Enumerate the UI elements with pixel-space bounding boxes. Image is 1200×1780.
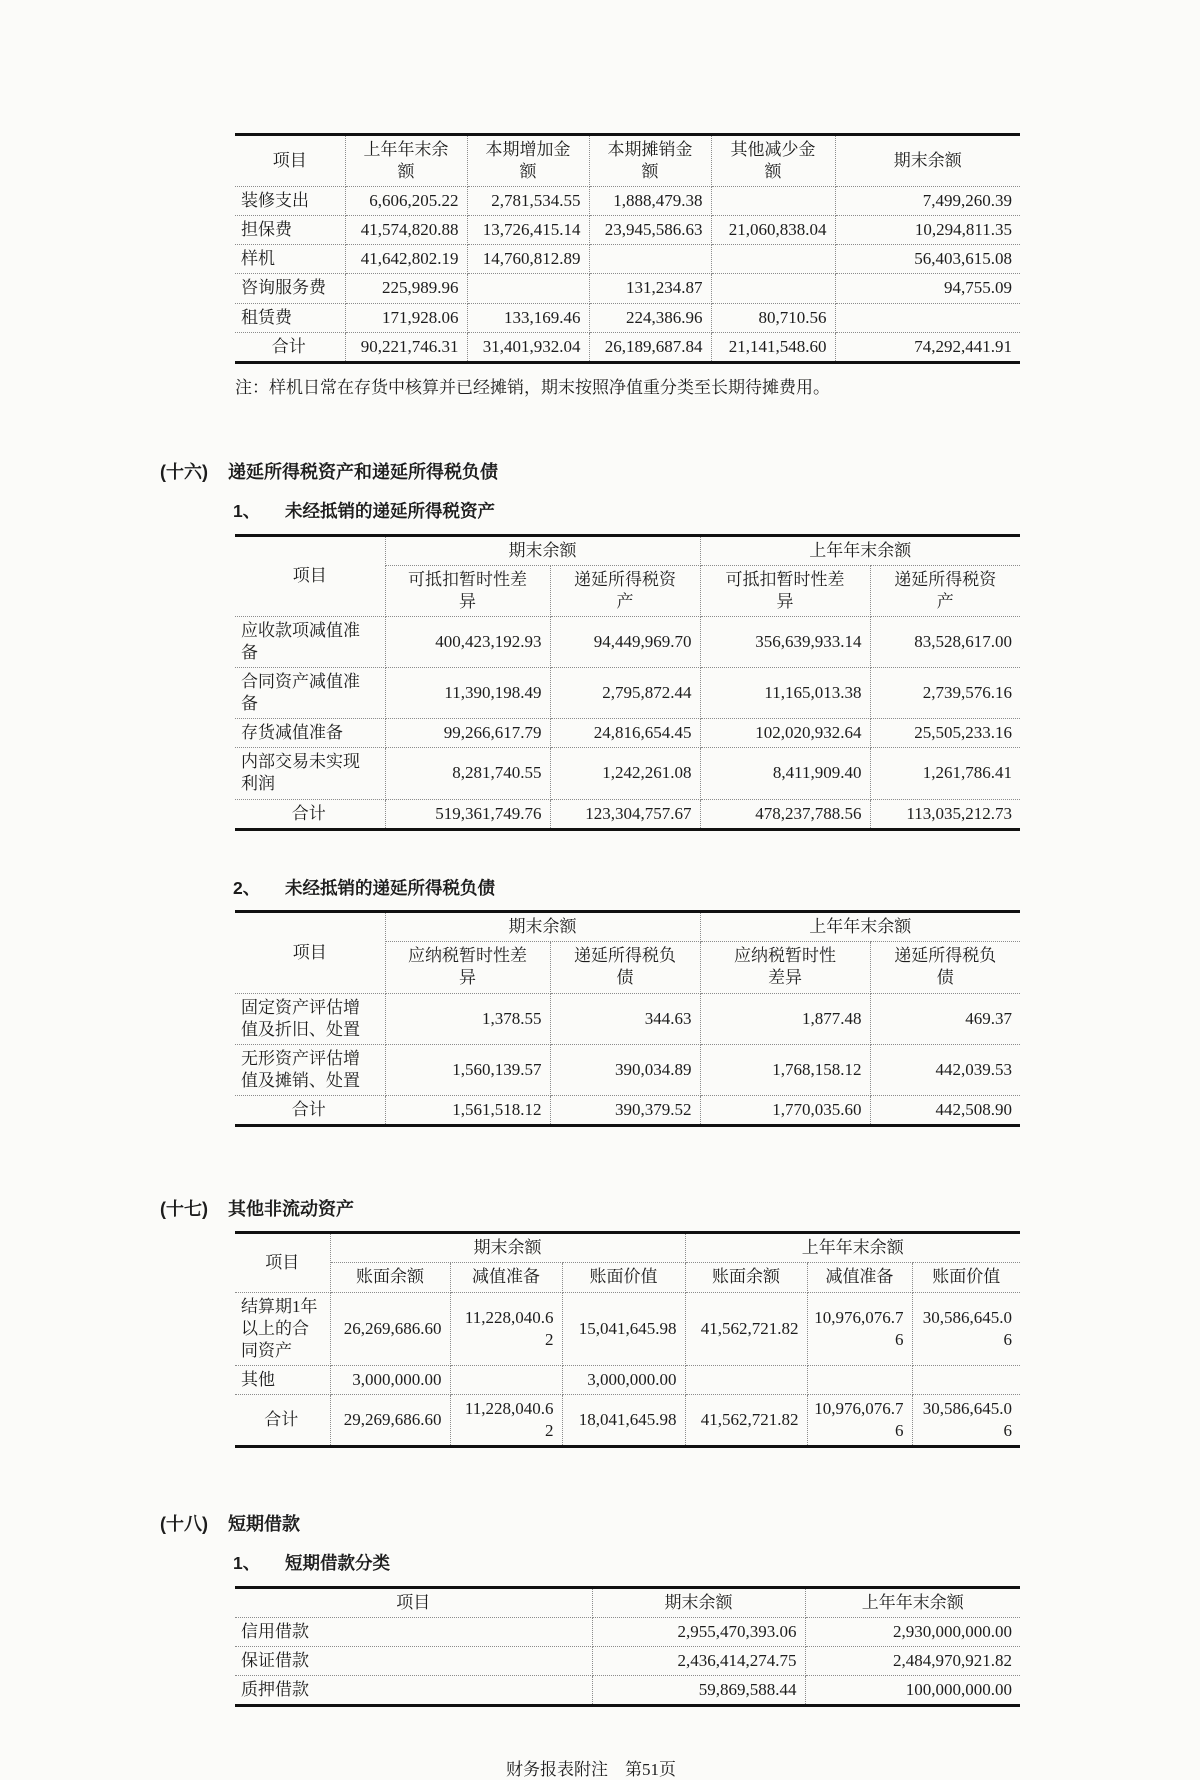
header-cell xyxy=(700,942,870,993)
header-cell xyxy=(385,942,550,993)
table-cell: 担保费 xyxy=(235,216,345,245)
header-group-cell: 上年年末余额 xyxy=(700,535,1020,565)
table-cell: 信用借款 xyxy=(235,1618,592,1647)
table-cell xyxy=(807,1365,912,1394)
table-cell: 30,586,645.06 xyxy=(912,1394,1020,1446)
table-cell: 56,403,615.08 xyxy=(835,245,1020,274)
table-cell: 1,261,786.41 xyxy=(870,748,1020,799)
table-cell: 2,484,970,921.82 xyxy=(805,1647,1020,1676)
table-row xyxy=(235,1618,1020,1647)
table-cell: 83,528,617.00 xyxy=(870,616,1020,667)
header-group-cell: 期末余额 xyxy=(385,912,700,942)
section-title: 短期借款 xyxy=(228,1514,300,1535)
table-cell: 合计 xyxy=(235,1394,330,1446)
header-label: 可抵扣暂时性差异 xyxy=(408,569,527,611)
table-cell: 11,165,013.38 xyxy=(700,668,870,719)
header-cell xyxy=(870,565,1020,616)
other-noncurrent-assets-table xyxy=(235,1231,1020,1448)
header-cell: 账面余额 xyxy=(685,1263,807,1292)
header-cell: 上年年末余额 xyxy=(805,1587,1020,1617)
table-cell: 390,379.52 xyxy=(550,1095,700,1125)
section-title: 递延所得税资产和递延所得税负债 xyxy=(228,461,498,482)
table-cell: 14,760,812.89 xyxy=(467,245,589,274)
table-cell: 11,228,040.62 xyxy=(450,1292,562,1365)
table-cell: 41,574,820.88 xyxy=(345,216,467,245)
table-cell xyxy=(589,245,711,274)
table-cell: 存货减值准备 xyxy=(235,719,385,748)
table-cell: 1,877.48 xyxy=(700,993,870,1044)
table-cell: 1,770,035.60 xyxy=(700,1095,870,1125)
table-cell: 2,955,470,393.06 xyxy=(592,1618,805,1647)
table-cell: 171,928.06 xyxy=(345,303,467,332)
table-cell: 3,000,000.00 xyxy=(562,1365,685,1394)
table-row xyxy=(235,748,1020,799)
table-cell: 94,755.09 xyxy=(835,274,1020,303)
table-cell: 其他 xyxy=(235,1365,330,1394)
table-total-row xyxy=(235,799,1020,829)
table-subheader-row xyxy=(235,1263,1020,1292)
table-cell: 8,411,909.40 xyxy=(700,748,870,799)
table-row xyxy=(235,1044,1020,1095)
table-cell: 390,034.89 xyxy=(550,1044,700,1095)
table-cell: 质押借款 xyxy=(235,1676,592,1706)
header-cell xyxy=(870,942,1020,993)
table-note: 注：样机日常在存货中核算并已经摊销，期末按照净值重分类至长期待摊费用。 xyxy=(235,377,830,397)
subsection-title: 未经抵销的递延所得税资产 xyxy=(285,500,495,521)
deferred-tax-assets-table xyxy=(235,534,1020,831)
table-cell xyxy=(467,274,589,303)
table-cell: 24,816,654.45 xyxy=(550,719,700,748)
table-cell: 25,505,233.16 xyxy=(870,719,1020,748)
table-cell: 11,390,198.49 xyxy=(385,668,550,719)
table-cell: 1,560,139.57 xyxy=(385,1044,550,1095)
table-cell xyxy=(711,187,835,216)
table-cell: 1,888,479.38 xyxy=(589,187,711,216)
table-cell: 344.63 xyxy=(550,993,700,1044)
table-row xyxy=(235,719,1020,748)
table-cell: 478,237,788.56 xyxy=(700,799,870,829)
table-cell: 41,562,721.82 xyxy=(685,1394,807,1446)
header-group-cell: 期末余额 xyxy=(385,535,700,565)
table-group-header-row xyxy=(235,912,1020,942)
header-label: 应纳税暂时性差异 xyxy=(734,946,836,988)
header-cell: 项目 xyxy=(235,1233,330,1292)
table-cell: 保证借款 xyxy=(235,1647,592,1676)
page-content xyxy=(160,0,1022,1780)
table-cell: 59,869,588.44 xyxy=(592,1676,805,1706)
table-cell: 15,041,645.98 xyxy=(562,1292,685,1365)
table-row xyxy=(235,303,1020,332)
table-cell: 2,436,414,274.75 xyxy=(592,1647,805,1676)
table-cell: 6,606,205.22 xyxy=(345,187,467,216)
header-cell xyxy=(385,565,550,616)
section-number: (十八) xyxy=(160,1514,208,1535)
table-cell: 41,642,802.19 xyxy=(345,245,467,274)
table-cell: 1,378.55 xyxy=(385,993,550,1044)
table-cell: 无形资产评估增值及摊销、处置 xyxy=(235,1044,385,1095)
header-label: 递延所得税负债 xyxy=(574,946,676,988)
subsection-number: 1、 xyxy=(233,500,261,521)
subsection-number: 2、 xyxy=(233,877,261,898)
table-cell: 合计 xyxy=(235,799,385,829)
table-cell: 356,639,933.14 xyxy=(700,616,870,667)
table-cell: 100,000,000.00 xyxy=(805,1676,1020,1706)
table-cell xyxy=(685,1365,807,1394)
header-group-cell: 期末余额 xyxy=(330,1233,685,1263)
table-cell xyxy=(835,303,1020,332)
table-cell xyxy=(450,1365,562,1394)
header-label: 应纳税暂时性差异 xyxy=(408,946,527,988)
table-cell: 样机 xyxy=(235,245,345,274)
table-cell: 10,294,811.35 xyxy=(835,216,1020,245)
table-cell: 合同资产减值准备 xyxy=(235,668,385,719)
header-cell xyxy=(345,135,467,187)
table-row xyxy=(235,668,1020,719)
header-cell: 项目 xyxy=(235,535,385,616)
table-cell: 94,449,969.70 xyxy=(550,616,700,667)
table-cell: 90,221,746.31 xyxy=(345,332,467,362)
table-total-row xyxy=(235,1095,1020,1125)
section-18-heading xyxy=(160,1512,1022,1536)
header-label: 本期增加金额 xyxy=(485,140,571,182)
table-cell: 74,292,441.91 xyxy=(835,332,1020,362)
table-cell: 合计 xyxy=(235,332,345,362)
table-row xyxy=(235,245,1020,274)
section-17-heading xyxy=(160,1197,1022,1221)
table-cell: 3,000,000.00 xyxy=(330,1365,450,1394)
table-cell: 18,041,645.98 xyxy=(562,1394,685,1446)
table-group-header-row xyxy=(235,535,1020,565)
table-cell: 固定资产评估增值及折旧、处置 xyxy=(235,993,385,1044)
table-cell: 469.37 xyxy=(870,993,1020,1044)
header-cell xyxy=(711,135,835,187)
header-cell: 减值准备 xyxy=(807,1263,912,1292)
table-cell: 13,726,415.14 xyxy=(467,216,589,245)
table-row xyxy=(235,616,1020,667)
table-row xyxy=(235,993,1020,1044)
table-row xyxy=(235,1365,1020,1394)
table-cell: 519,361,749.76 xyxy=(385,799,550,829)
section-number: (十七) xyxy=(160,1199,208,1220)
table-cell: 442,508.90 xyxy=(870,1095,1020,1125)
table-cell: 装修支出 xyxy=(235,187,345,216)
header-label: 其他减少金额 xyxy=(730,140,816,182)
table-cell: 2,795,872.44 xyxy=(550,668,700,719)
table-cell: 99,266,617.79 xyxy=(385,719,550,748)
header-cell xyxy=(550,565,700,616)
table-cell xyxy=(711,274,835,303)
header-cell xyxy=(700,565,870,616)
table-row xyxy=(235,1292,1020,1365)
section-title: 其他非流动资产 xyxy=(228,1199,354,1220)
page-footer: 财务报表附注 第51页 xyxy=(506,1760,676,1780)
header-label: 可抵扣暂时性差异 xyxy=(725,569,845,611)
table-cell: 结算期1年以上的合同资产 xyxy=(235,1292,330,1365)
header-cell xyxy=(467,135,589,187)
table-cell: 31,401,932.04 xyxy=(467,332,589,362)
header-cell: 项目 xyxy=(235,1587,592,1617)
table-cell: 400,423,192.93 xyxy=(385,616,550,667)
subsection-number: 1、 xyxy=(233,1553,261,1574)
table-cell: 2,739,576.16 xyxy=(870,668,1020,719)
table-cell: 8,281,740.55 xyxy=(385,748,550,799)
header-cell xyxy=(550,942,700,993)
table-cell: 26,269,686.60 xyxy=(330,1292,450,1365)
header-label: 递延所得税负债 xyxy=(894,946,997,988)
table-cell: 2,930,000,000.00 xyxy=(805,1618,1020,1647)
deferred-tax-liabilities-table xyxy=(235,910,1020,1127)
section-number: (十六) xyxy=(160,461,208,482)
table-cell: 10,976,076.76 xyxy=(807,1292,912,1365)
table-cell: 11,228,040.62 xyxy=(450,1394,562,1446)
table-cell: 224,386.96 xyxy=(589,303,711,332)
table-header-row xyxy=(235,1587,1020,1617)
header-label: 本期摊销金额 xyxy=(607,140,693,182)
header-cell: 期末余额 xyxy=(592,1587,805,1617)
header-cell: 账面价值 xyxy=(912,1263,1020,1292)
table-cell: 合计 xyxy=(235,1095,385,1125)
deferred-expense-table xyxy=(235,133,1020,364)
table-cell: 23,945,586.63 xyxy=(589,216,711,245)
header-group-cell: 上年年末余额 xyxy=(685,1233,1020,1263)
header-label: 上年年末余额 xyxy=(363,140,449,182)
subsection-16-2-heading xyxy=(233,877,1022,901)
header-cell: 账面价值 xyxy=(562,1263,685,1292)
table-cell: 113,035,212.73 xyxy=(870,799,1020,829)
table-cell: 2,781,534.55 xyxy=(467,187,589,216)
table-cell: 10,976,076.76 xyxy=(807,1394,912,1446)
header-cell xyxy=(589,135,711,187)
table-cell: 26,189,687.84 xyxy=(589,332,711,362)
short-term-loans-table xyxy=(235,1586,1020,1707)
table-row xyxy=(235,187,1020,216)
table-header-row xyxy=(235,135,1020,187)
table-cell: 442,039.53 xyxy=(870,1044,1020,1095)
table-cell: 29,269,686.60 xyxy=(330,1394,450,1446)
header-label: 递延所得税资产 xyxy=(894,569,997,611)
table-cell xyxy=(912,1365,1020,1394)
table-cell: 内部交易未实现利润 xyxy=(235,748,385,799)
table-group-header-row xyxy=(235,1233,1020,1263)
table-cell: 41,562,721.82 xyxy=(685,1292,807,1365)
subsection-16-1-heading xyxy=(233,500,1022,524)
table-cell: 1,242,261.08 xyxy=(550,748,700,799)
subsection-18-1-heading xyxy=(233,1552,1022,1576)
table-cell: 21,141,548.60 xyxy=(711,332,835,362)
header-cell: 减值准备 xyxy=(450,1263,562,1292)
subsection-title: 短期借款分类 xyxy=(285,1553,390,1574)
table-row xyxy=(235,274,1020,303)
table-row xyxy=(235,1676,1020,1706)
table-cell: 21,060,838.04 xyxy=(711,216,835,245)
subsection-title: 未经抵销的递延所得税负债 xyxy=(285,877,495,898)
table-cell: 租赁费 xyxy=(235,303,345,332)
header-cell: 账面余额 xyxy=(330,1263,450,1292)
table-total-row xyxy=(235,1394,1020,1446)
table-cell xyxy=(711,245,835,274)
table-cell: 1,768,158.12 xyxy=(700,1044,870,1095)
table-cell: 1,561,518.12 xyxy=(385,1095,550,1125)
table-cell: 应收款项减值准备 xyxy=(235,616,385,667)
table-cell: 咨询服务费 xyxy=(235,274,345,303)
table-cell: 30,586,645.06 xyxy=(912,1292,1020,1365)
header-group-cell: 上年年末余额 xyxy=(700,912,1020,942)
table-cell: 133,169.46 xyxy=(467,303,589,332)
header-cell: 项目 xyxy=(235,135,345,187)
table-cell: 123,304,757.67 xyxy=(550,799,700,829)
header-cell: 项目 xyxy=(235,912,385,993)
table-total-row xyxy=(235,332,1020,362)
table-cell: 102,020,932.64 xyxy=(700,719,870,748)
table-cell: 7,499,260.39 xyxy=(835,187,1020,216)
table-cell: 225,989.96 xyxy=(345,274,467,303)
section-16-heading xyxy=(160,460,1022,484)
header-label: 递延所得税资产 xyxy=(574,569,676,611)
header-cell: 期末余额 xyxy=(835,135,1020,187)
table-cell: 80,710.56 xyxy=(711,303,835,332)
table-cell: 131,234.87 xyxy=(589,274,711,303)
table-row xyxy=(235,216,1020,245)
table-row xyxy=(235,1647,1020,1676)
